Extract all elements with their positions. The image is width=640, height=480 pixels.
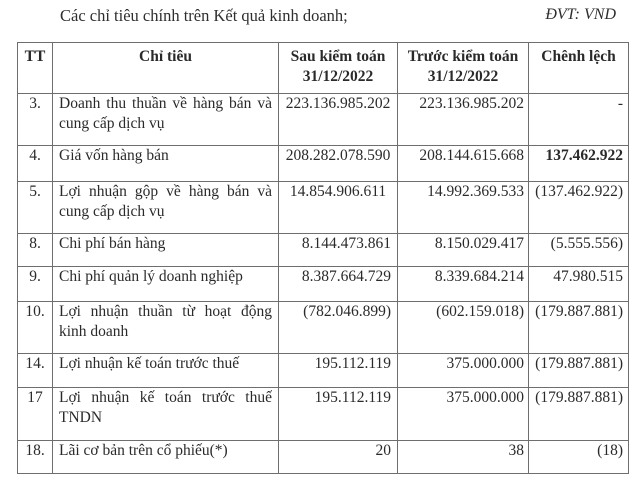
table-row xyxy=(18,388,629,441)
row-tt: 8. xyxy=(18,234,53,267)
row-name xyxy=(53,354,279,388)
row-before-audit: 375.000.000 xyxy=(398,354,529,388)
row-after-audit: 208.282.078.590 xyxy=(279,146,398,182)
header-name: Chỉ tiêu xyxy=(53,43,279,94)
row-name xyxy=(53,182,279,234)
row-tt: 5. xyxy=(18,182,53,234)
table-row xyxy=(18,146,629,182)
row-name xyxy=(53,441,279,474)
table-row xyxy=(18,94,629,146)
row-tt: 10. xyxy=(18,302,53,354)
row-after-audit: 223.136.985.202 xyxy=(279,94,398,146)
row-name-line1: Lợi nhuận kế toán trước thuế xyxy=(59,389,272,406)
row-difference: 137.462.922 xyxy=(529,146,629,182)
row-before-audit: 208.144.615.668 xyxy=(398,146,529,182)
row-difference: 47.980.515 xyxy=(529,267,629,302)
header-after-audit xyxy=(279,43,398,94)
table-row xyxy=(18,302,629,354)
row-difference: (18) xyxy=(529,441,629,474)
header-before-audit-line1: Trước kiểm toán xyxy=(407,48,519,65)
row-tt: 14. xyxy=(18,354,53,388)
table-caption: Các chỉ tiêu chính trên Kết quả kinh doanh; xyxy=(60,6,348,25)
row-difference: (137.462.922) xyxy=(529,182,629,234)
row-name xyxy=(53,146,279,182)
row-difference: (179.887.881) xyxy=(529,354,629,388)
row-before-audit: 375.000.000 xyxy=(398,388,529,441)
row-name xyxy=(53,94,279,146)
row-before-audit: (602.159.018) xyxy=(398,302,529,354)
row-name-line1: Lợi nhuận kế toán trước thuế xyxy=(59,355,240,372)
table-row xyxy=(18,234,629,267)
row-name-line1: Chi phí bán hàng xyxy=(59,235,166,252)
row-before-audit: 8.150.029.417 xyxy=(398,234,529,267)
row-after-audit: 14.854.906.611 xyxy=(279,182,398,234)
row-after-audit: 8.387.664.729 xyxy=(279,267,398,302)
header-before-audit-line2: 31/12/2022 xyxy=(427,68,499,85)
row-name-line2: cung cấp dịch vụ xyxy=(59,115,165,132)
table-row xyxy=(18,182,629,234)
row-name xyxy=(53,388,279,441)
header-before-audit xyxy=(398,43,529,94)
table-header-row xyxy=(18,43,629,94)
row-after-audit: 20 xyxy=(279,441,398,474)
header-after-audit-line1: Sau kiểm toán xyxy=(290,48,386,65)
row-tt: 4. xyxy=(18,146,53,182)
row-name xyxy=(53,234,279,267)
row-name-line1: Doanh thu thuần về hàng bán và xyxy=(59,95,272,112)
table-row xyxy=(18,267,629,302)
row-before-audit: 223.136.985.202 xyxy=(398,94,529,146)
row-name-line1: Giá vốn hàng bán xyxy=(59,147,169,164)
currency-unit-label: ĐVT: VND xyxy=(545,6,616,23)
row-name-line2: kinh doanh xyxy=(59,323,129,340)
row-before-audit: 38 xyxy=(398,441,529,474)
row-after-audit: 8.144.473.861 xyxy=(279,234,398,267)
row-name-line1: Lãi cơ bản trên cổ phiếu(*) xyxy=(59,442,228,459)
row-name xyxy=(53,302,279,354)
row-tt: 9. xyxy=(18,267,53,302)
row-name xyxy=(53,267,279,302)
row-difference: (179.887.881) xyxy=(529,388,629,441)
row-after-audit: (782.046.899) xyxy=(279,302,398,354)
header-tt: TT xyxy=(18,43,53,94)
row-name-line1: Lợi nhuận gộp về hàng bán và xyxy=(59,183,272,200)
row-after-audit: 195.112.119 xyxy=(279,388,398,441)
row-before-audit: 14.992.369.533 xyxy=(398,182,529,234)
row-name-line1: Lợi nhuận thuần từ hoạt động xyxy=(59,303,272,320)
row-tt: 18. xyxy=(18,441,53,474)
row-before-audit: 8.339.684.214 xyxy=(398,267,529,302)
row-tt: 3. xyxy=(18,94,53,146)
business-results-table xyxy=(17,42,629,474)
row-difference: (179.887.881) xyxy=(529,302,629,354)
row-tt: 17 xyxy=(18,388,53,441)
row-difference: (5.555.556) xyxy=(529,234,629,267)
header-difference: Chênh lệch xyxy=(529,43,629,94)
table-row xyxy=(18,441,629,474)
table-row xyxy=(18,354,629,388)
header-after-audit-line2: 31/12/2022 xyxy=(302,68,374,85)
row-name-line2: cung cấp dịch vụ xyxy=(59,203,165,220)
row-name-line1: Chi phí quản lý doanh nghiệp xyxy=(59,268,243,285)
row-after-audit: 195.112.119 xyxy=(279,354,398,388)
row-name-line2: TNDN xyxy=(59,409,103,426)
row-difference: - xyxy=(529,94,629,146)
